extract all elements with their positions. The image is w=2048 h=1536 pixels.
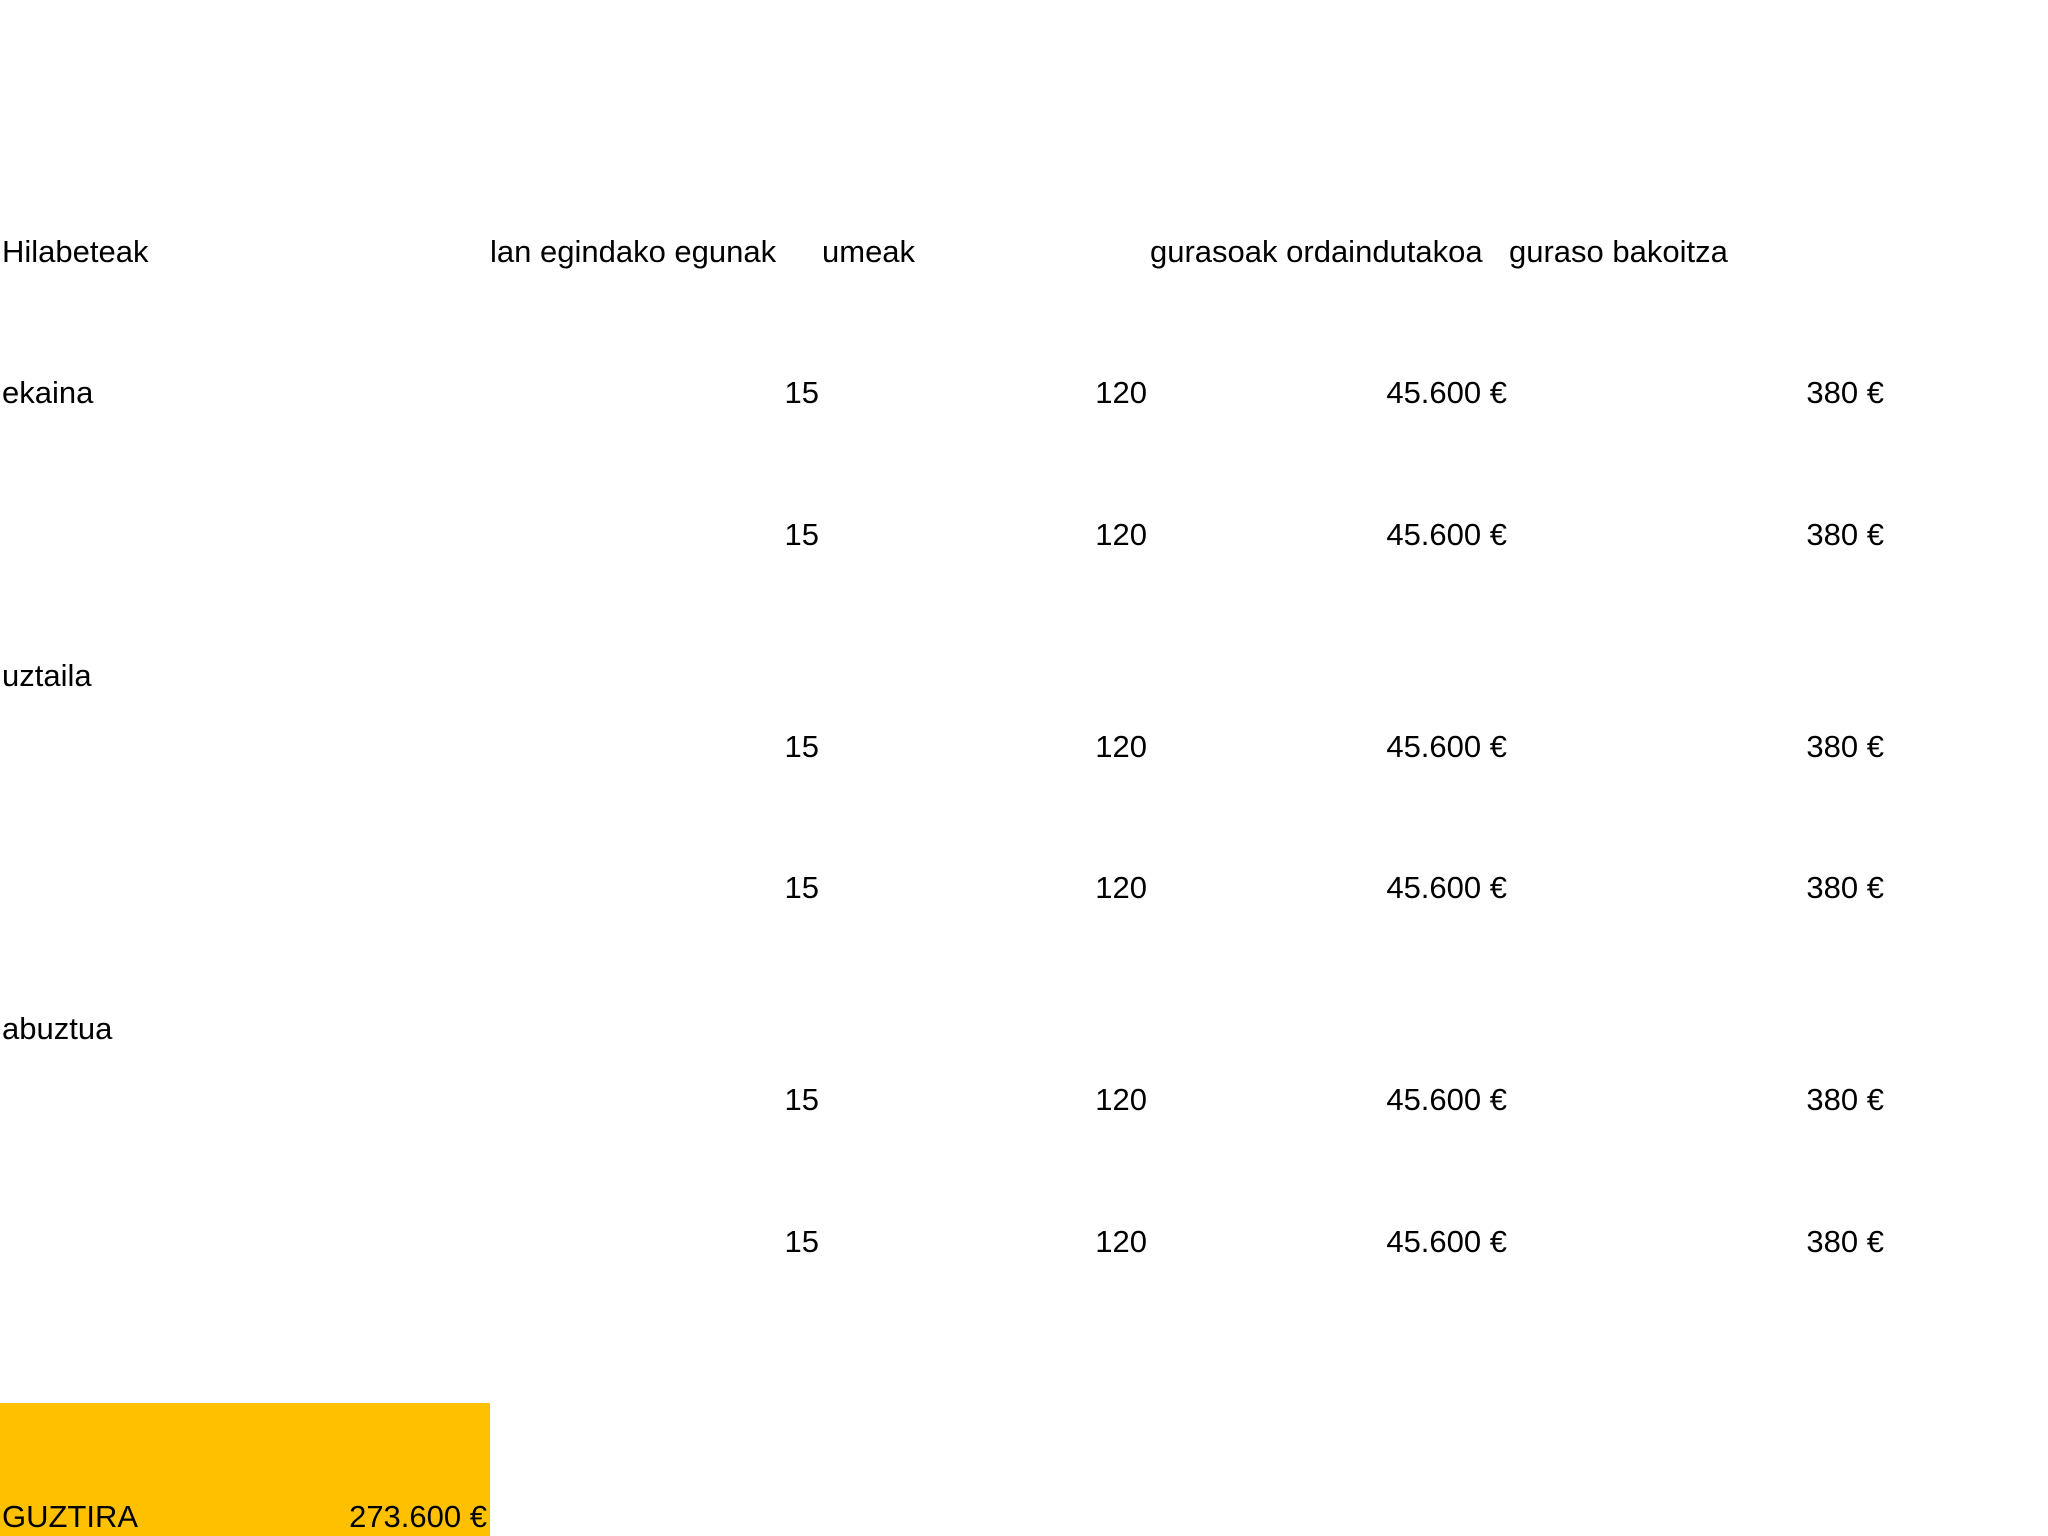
row-paid: 45.600 €: [1386, 870, 1507, 905]
row-month: abuztua: [2, 1011, 113, 1046]
row-children: 120: [1095, 517, 1147, 552]
row-days: 15: [784, 870, 819, 905]
row-each: 380 €: [1806, 870, 1884, 905]
row-days: 15: [784, 375, 819, 410]
row-paid: 45.600 €: [1386, 517, 1507, 552]
row-each: 380 €: [1806, 1224, 1884, 1259]
row-days: 15: [784, 1082, 819, 1117]
row-month: uztaila: [2, 658, 92, 693]
row-paid: 45.600 €: [1386, 1224, 1507, 1259]
row-each: 380 €: [1806, 375, 1884, 410]
row-days: 15: [784, 517, 819, 552]
row-days: 15: [784, 729, 819, 764]
header-per-parent: guraso bakoitza: [1509, 234, 1728, 269]
row-paid: 45.600 €: [1386, 729, 1507, 764]
header-children: umeak: [822, 234, 916, 269]
header-parents-paid: gurasoak ordaindutakoa: [1150, 234, 1483, 269]
header-months: Hilabeteak: [2, 234, 149, 269]
row-children: 120: [1095, 1224, 1147, 1259]
header-days-worked: lan egindako egunak: [490, 234, 777, 269]
row-paid: 45.600 €: [1386, 375, 1507, 410]
row-children: 120: [1095, 375, 1147, 410]
total-value: 273.600 €: [349, 1499, 487, 1534]
row-children: 120: [1095, 870, 1147, 905]
row-each: 380 €: [1806, 1082, 1884, 1117]
row-days: 15: [784, 1224, 819, 1259]
total-label: GUZTIRA: [2, 1499, 139, 1534]
row-month: ekaina: [2, 375, 94, 410]
row-children: 120: [1095, 1082, 1147, 1117]
row-paid: 45.600 €: [1386, 1082, 1507, 1117]
row-each: 380 €: [1806, 729, 1884, 764]
row-each: 380 €: [1806, 517, 1884, 552]
row-children: 120: [1095, 729, 1147, 764]
